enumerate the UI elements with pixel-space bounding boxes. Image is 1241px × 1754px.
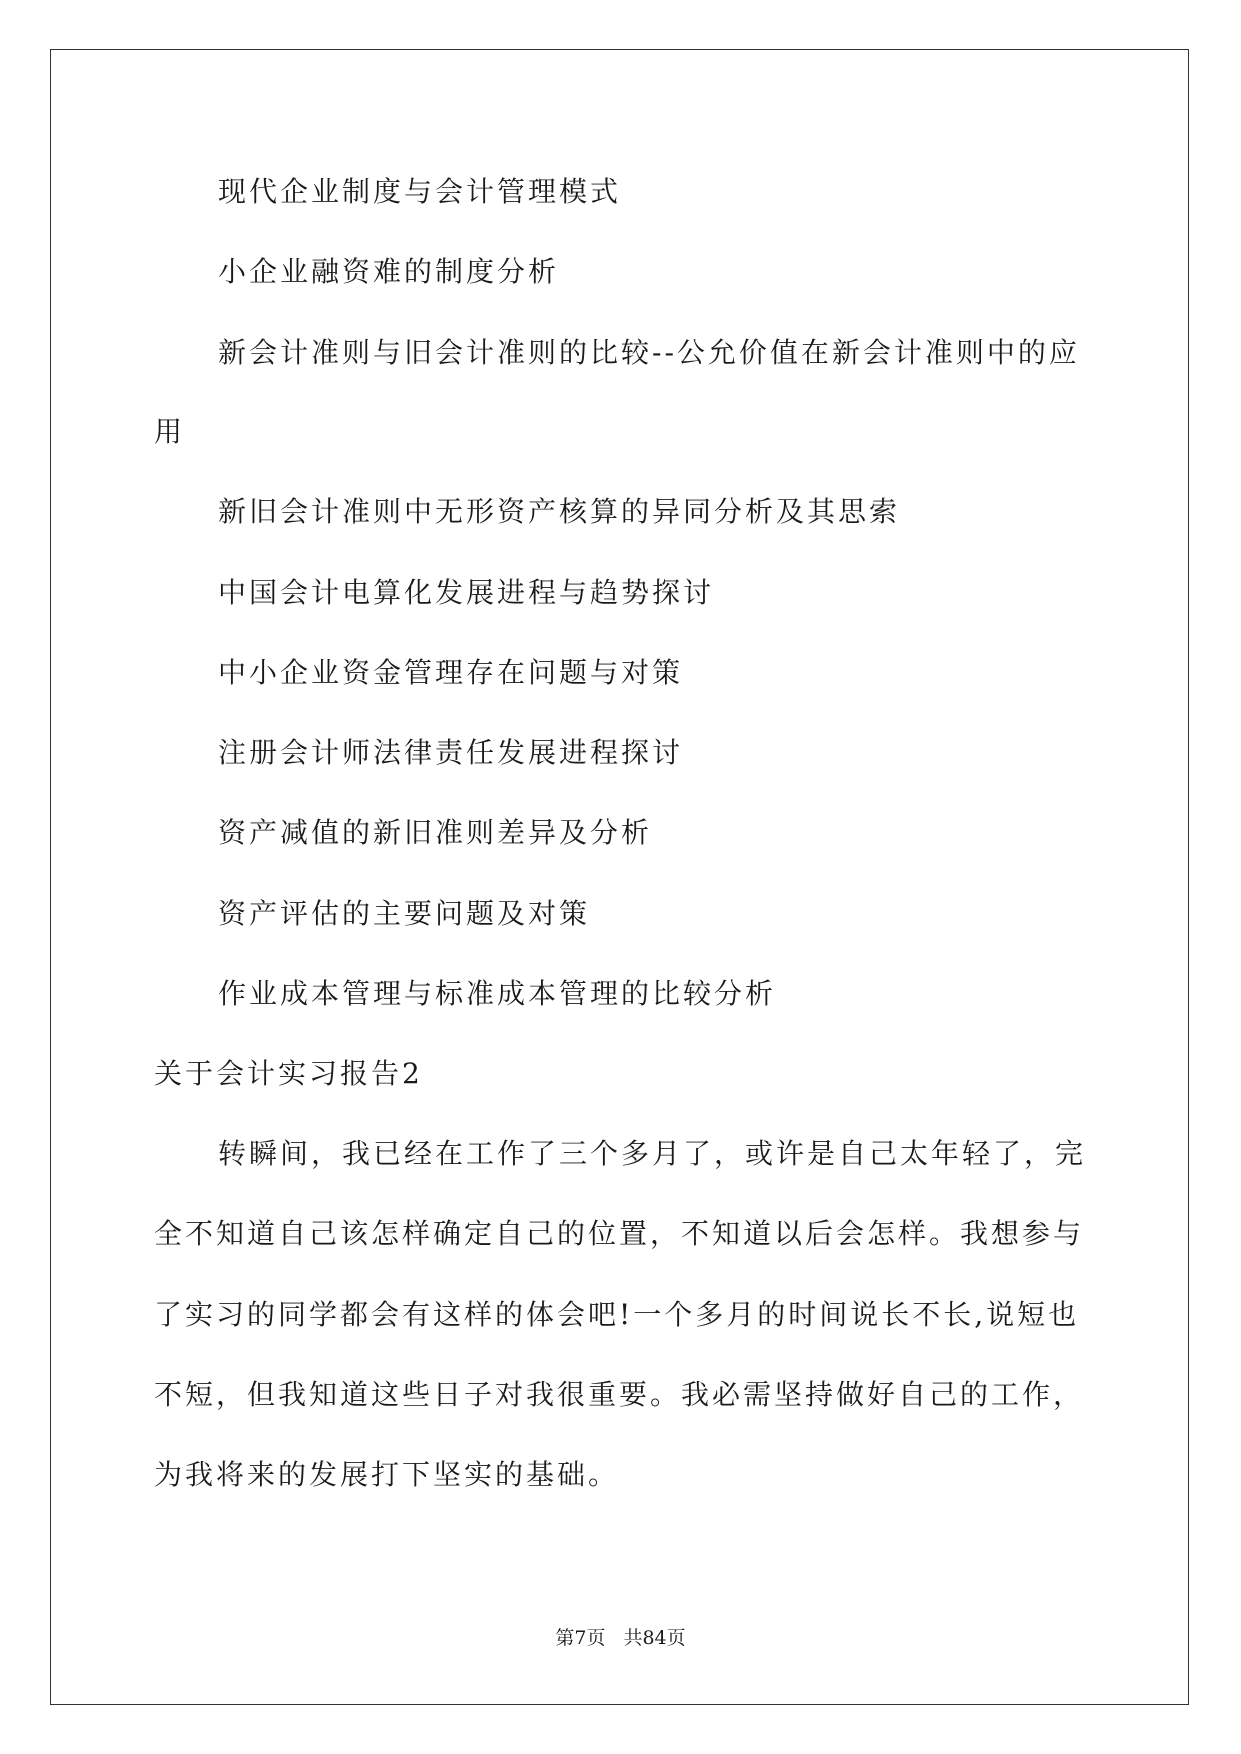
body-line: 不短，但我知道这些日子对我很重要。我必需坚持做好自己的工作， [154, 1378, 1085, 1411]
topic-line: 中国会计电算化发展进程与趋势探讨 [218, 576, 715, 609]
topic-line-continuation: 用 [154, 415, 186, 448]
topic-line: 小企业融资难的制度分析 [218, 255, 560, 288]
page-footer [0, 1626, 1241, 1650]
body-line: 为我将来的发展打下坚实的基础。 [154, 1458, 620, 1491]
body-line: 全不知道自己该怎样确定自己的位置，不知道以后会怎样。我想参与 [154, 1217, 1085, 1250]
page-total: 共84页 [623, 1627, 686, 1649]
topic-line: 资产评估的主要问题及对策 [218, 897, 591, 930]
topic-line: 新会计准则与旧会计准则的比较--公允价值在新会计准则中的应 [218, 336, 1080, 369]
topic-line: 新旧会计准则中无形资产核算的异同分析及其思索 [218, 495, 901, 528]
topic-line: 现代企业制度与会计管理模式 [218, 175, 622, 208]
body-line: 转瞬间，我已经在工作了三个多月了，或许是自己太年轻了，完 [218, 1137, 1087, 1170]
topic-line: 注册会计师法律责任发展进程探讨 [218, 736, 684, 769]
section-heading: 关于会计实习报告2 [154, 1057, 423, 1090]
topic-line: 中小企业资金管理存在问题与对策 [218, 656, 684, 689]
page-number: 第7页 [555, 1627, 606, 1649]
body-line: 了实习的同学都会有这样的体会吧!一个多月的时间说长不长,说短也 [154, 1298, 1080, 1331]
topic-line: 资产减值的新旧准则差异及分析 [218, 816, 653, 849]
topic-line: 作业成本管理与标准成本管理的比较分析 [218, 977, 777, 1010]
